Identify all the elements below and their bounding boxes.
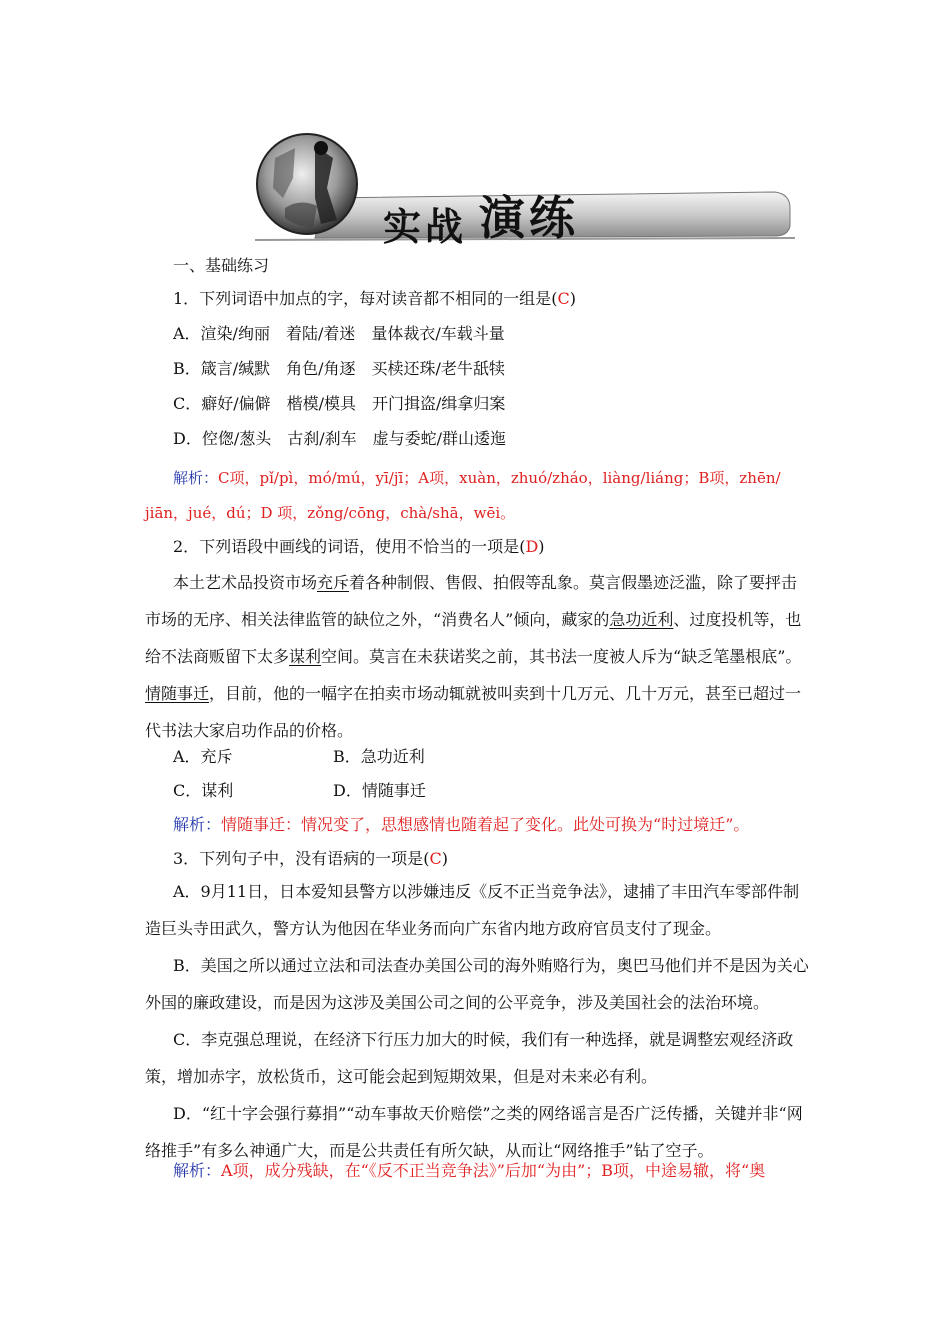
q3-option-a: A．9月11日，日本爱知县警方以涉嫌违反《反不正当竞争法》，逮捕了丰田汽车零部件制造巨头寺田武久，警方认为他因在华业务而向广东省内地方政府官员支付了现金。 (145, 882, 800, 938)
section-banner (255, 128, 795, 249)
q3-option-d: D．“红十字会强行募捐”“动车事故天价赔偿”之类的网络谣言是否广泛传播，关键并非“网络推手”有多么神通广大，而是公共责任有所欠缺，从而让“网络推手”钻了空子。 (145, 1104, 803, 1160)
q2-underlined-term-3: 谋利 (289, 647, 322, 666)
q2-passage-text-4: 空间。莫言在未获诺奖之前，其书法一度被人斥为“缺乏笔墨根底”。 (321, 647, 802, 666)
q2-passage-text-5: ，目前，他的一幅字在拍卖市场动辄就被叫卖到十几万元、几十万元，甚至已超过一代书法大家启功作品的价格。 (145, 684, 802, 740)
q2-underlined-term-4: 情随事迁 (145, 684, 210, 703)
q2-passage (145, 564, 811, 749)
q1-analysis-line1 (173, 468, 781, 488)
q2-passage-text-3: 、过度投机等，也给不法商贩留下太多 (145, 610, 802, 666)
q2-option-a: A．充斥 (173, 747, 233, 766)
banner-title-part2: 演练 (479, 191, 580, 245)
q2-answer: D (525, 537, 539, 556)
q3-analysis-text: A项，成分残缺，在“《反不正当竞争法》”后加“为由”；B项，中途易辙，将“奥 (221, 1161, 766, 1180)
q1-option-b: B．箴言/缄默 角色/角逐 买椟还珠/老牛舐犊 (173, 359, 505, 378)
q2-options-row2 (173, 781, 673, 801)
q2-analysis-label: 解析： (173, 815, 222, 834)
section-heading: 一、基础练习 (173, 256, 270, 275)
q1-answer: C (557, 289, 570, 308)
q2-option-d: D．情随事迁 (333, 781, 426, 800)
q2-underlined-term-1: 充斥 (317, 573, 350, 592)
q3-analysis (173, 1161, 765, 1181)
q1-stem-line: 1．下列词语中加点的字，每对读音都不相同的一组是(C) (173, 289, 576, 308)
q2-stem-line: 2．下列语段中画线的词语，使用不恰当的一项是(D) (173, 537, 545, 556)
q1-option-d: D．倥偬/葱头 古刹/刹车 虚与委蛇/群山逶迤 (173, 429, 507, 448)
q2-option-c: C．谋利 (173, 781, 234, 800)
q2-option-b: B．急功近利 (333, 747, 425, 766)
q2-stem: 2．下列语段中画线的词语，使用不恰当的一项是 (173, 537, 520, 556)
q2-passage-text-1: 本土艺术品投资市场 (173, 573, 318, 592)
q3-option-c: C．李克强总理说，在经济下行压力加大的时候，我们有一种选择，就是调整宏观经济政策，增加赤字，放松货币，这可能会起到短期效果，但是对未来必有利。 (145, 1030, 794, 1086)
q1-analysis-text2: jiān，jué，dú；D 项，zǒng/cōng，chà/shā，wēi。 (145, 504, 516, 522)
banner-title-part1: 实战 (383, 204, 468, 249)
q2-options-row1 (173, 747, 673, 767)
q3-stem: 3．下列句子中，没有语病的一项是 (173, 849, 424, 868)
q1-option-c: C．癖好/偏僻 楷模/模具 开门揖盗/缉拿归案 (173, 394, 506, 413)
q1-stem: 1．下列词语中加点的字，每对读音都不相同的一组是 (173, 289, 552, 308)
q3-stem-line: 3．下列句子中，没有语病的一项是(C) (173, 849, 448, 868)
q1-option-a: A．渲染/绚丽 着陆/着迷 量体裁衣/车载斗量 (173, 324, 505, 343)
q3-analysis-label: 解析： (173, 1161, 222, 1180)
q1-analysis-label: 解析： (173, 469, 219, 487)
q3-option-b: B．美国之所以通过立法和司法查办美国公司的海外贿赂行为，奥巴马他们并不是因为关心外国的廉政建设，而是因为这涉及美国公司之间的公平竞争，涉及美国社会的法治环境。 (145, 956, 809, 1012)
q2-analysis (173, 815, 749, 835)
q2-underlined-term-2: 急功近利 (609, 610, 674, 629)
q3-answer: C (429, 849, 442, 868)
q1-analysis-line2 (145, 503, 515, 523)
q2-analysis-text: 情随事迁：情况变了，思想感情也随着起了变化。此处可换为“时过境迁”。 (221, 815, 750, 834)
q2-passage-text-2: 着各种制假、售假、拍假等乱象。莫言假墨迹泛滥，除了要抨击市场的无序、相关法律监管的缺位之外，“消费名人”倾向，藏家的 (145, 573, 798, 629)
q1-analysis-text1: C项，pǐ/pì，mó/mú，yī/jī；A项，xuàn，zhuó/zháo，liàng/liáng；B项，zhēn/ (218, 469, 781, 487)
